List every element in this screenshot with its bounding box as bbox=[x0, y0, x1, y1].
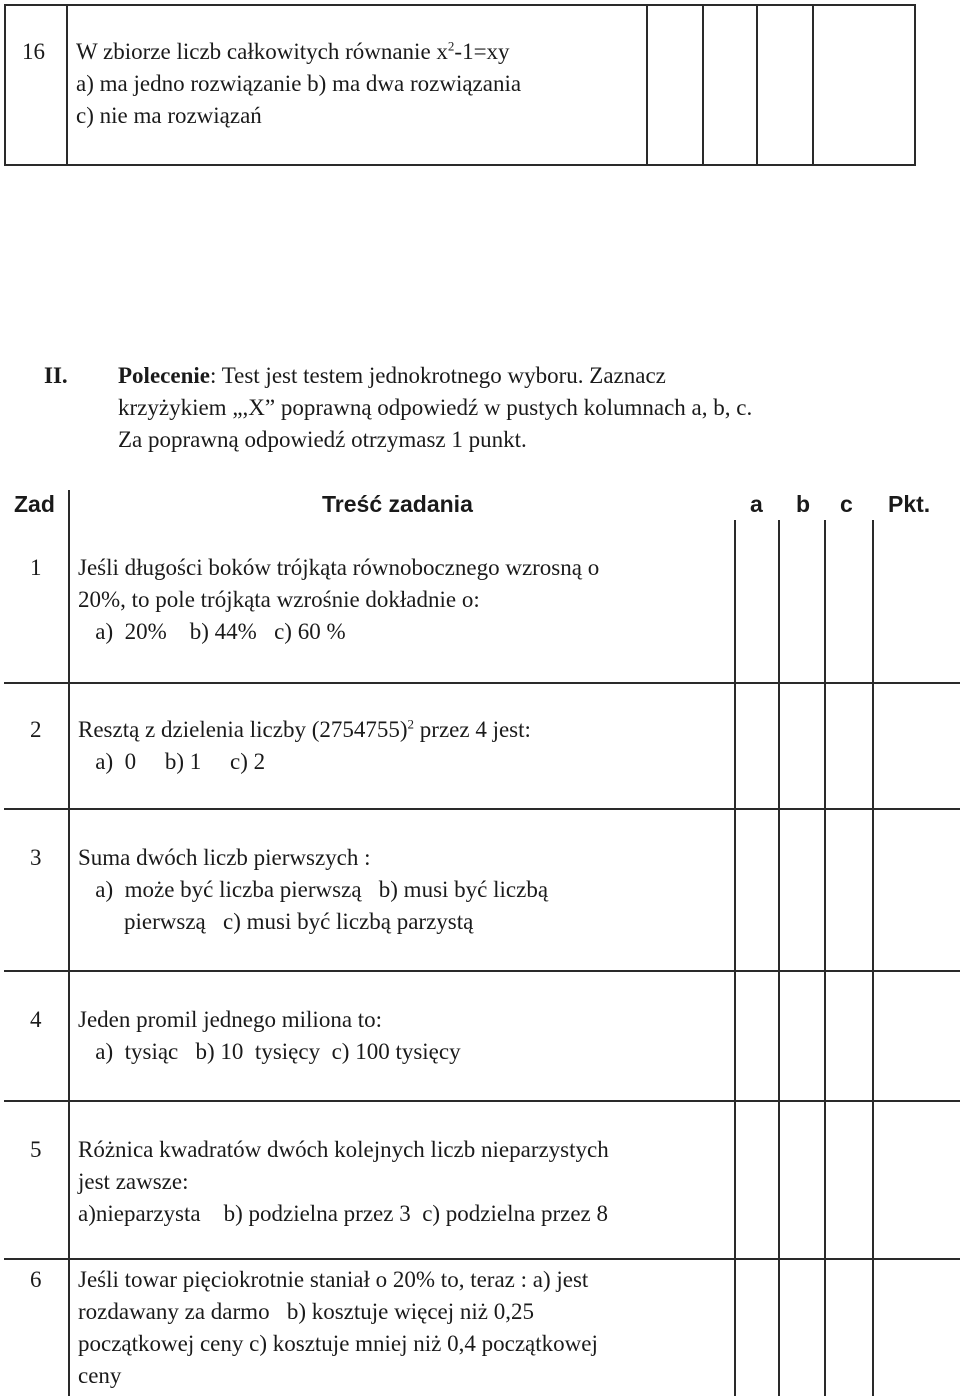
instruction-line-2: krzyżykiem „,X” poprawną odpowiedź w pustych kolumnach a, b, c. bbox=[118, 395, 753, 420]
row-answers-line: a) 20% b) 44% c) 60 % bbox=[78, 619, 346, 644]
header-pkt: Pkt. bbox=[888, 491, 931, 517]
header-tresc: Treść zadania bbox=[322, 491, 473, 517]
instruction-text-1: : Test jest testem jednokrotnego wyboru. Zaznacz bbox=[209, 363, 666, 388]
row-text-post: przez 4 jest: bbox=[414, 717, 531, 742]
row-text-line: Jeśli towar pięciokrotnie staniał o 20% to, teraz : a) jest bbox=[78, 1267, 589, 1292]
row-text-pre: Resztą z dzielenia liczby (2754755) bbox=[78, 717, 408, 742]
q16-answer-c: c) nie ma rozwiązań bbox=[76, 103, 262, 128]
row-text-line: 20%, to pole trójkąta wzrośnie dokładnie o: bbox=[78, 587, 480, 612]
row-text-line: Jeśli długości boków trójkąta równobocznego wzrosną o bbox=[78, 555, 600, 580]
row-text-line bbox=[78, 714, 531, 746]
row-answers-line: a) 0 b) 1 c) 2 bbox=[78, 749, 266, 774]
instruction-line-3: Za poprawną odpowiedź otrzymasz 1 punkt. bbox=[118, 427, 527, 452]
row-answers-line: a)nieparzysta b) podzielna przez 3 c) podzielna przez 8 bbox=[78, 1201, 608, 1226]
q16-equation-rest: -1=xy bbox=[454, 39, 510, 64]
row-number: 1 bbox=[30, 555, 42, 580]
row-number: 5 bbox=[30, 1137, 42, 1162]
instruction-line-1 bbox=[118, 360, 666, 392]
q16-question-line bbox=[76, 36, 510, 68]
row-answers-line: a) może być liczba pierwszą b) musi być liczbą bbox=[78, 877, 549, 902]
q16-answers-ab: a) ma jedno rozwiązanie b) ma dwa rozwiązania bbox=[76, 71, 522, 96]
row-text-line: początkowej ceny c) kosztuje mniej niż 0,4 początkowej bbox=[78, 1331, 598, 1356]
row-answers-line: pierwszą c) musi być liczbą parzystą bbox=[78, 909, 474, 934]
section-numeral: II. bbox=[44, 363, 68, 388]
q16-exponent: 2 bbox=[447, 38, 455, 54]
row-text-line: Różnica kwadratów dwóch kolejnych liczb nieparzystych bbox=[78, 1137, 609, 1162]
row-answers-line: a) tysiąc b) 10 tysięcy c) 100 tysięcy bbox=[78, 1039, 461, 1064]
row-text-line: Suma dwóch liczb pierwszych : bbox=[78, 845, 371, 870]
row-number: 3 bbox=[30, 845, 42, 870]
row-number: 4 bbox=[30, 1007, 42, 1032]
row-text-line: jest zawsze: bbox=[78, 1169, 189, 1194]
header-b: b bbox=[796, 491, 811, 517]
q16-number: 16 bbox=[22, 39, 45, 64]
row-exponent: 2 bbox=[407, 716, 415, 732]
row-number: 6 bbox=[30, 1267, 42, 1292]
q16-equation-text: W zbiorze liczb całkowitych równanie x bbox=[76, 39, 448, 64]
row-text-line: rozdawany za darmo b) kosztuje więcej niż 0,25 bbox=[78, 1299, 534, 1324]
header-zad: Zad bbox=[14, 491, 55, 517]
row-number: 2 bbox=[30, 717, 42, 742]
header-c: c bbox=[840, 491, 853, 517]
header-a: a bbox=[750, 491, 763, 517]
instruction-label: Polecenie bbox=[118, 363, 210, 388]
row-text-line: Jeden promil jednego miliona to: bbox=[78, 1007, 383, 1032]
row-text-line: ceny bbox=[78, 1363, 122, 1388]
